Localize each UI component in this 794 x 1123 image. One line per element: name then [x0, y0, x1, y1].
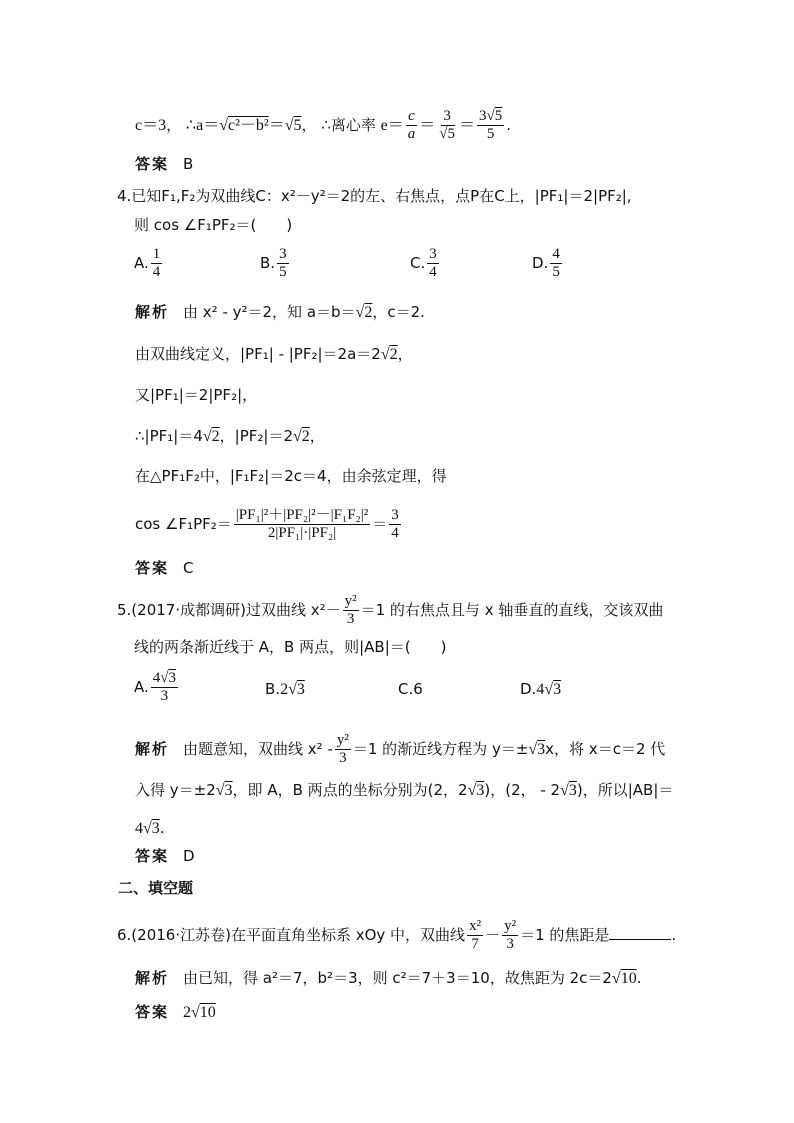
q4-cosine-formula: cos ∠F₁PF₂＝ $\frac{\text{|PF₁|²＋|PF₂|²－|F₁F₂|²}}{\text{2|PF₁|·|PF₂|}}$ ＝ $\frac{3}{4}$	[135, 507, 399, 541]
q4-option-b[interactable]: B. $\frac{3}{5}$	[260, 246, 287, 280]
q5-option-a[interactable]: A. $\frac{4√3}{3}$	[134, 670, 176, 704]
q4-option-c[interactable]: C. $\frac{3}{4}$	[410, 246, 437, 280]
q4-solution-line5: 在△PF₁F₂中，|F₁F₂|＝2c＝4，由余弦定理，得	[135, 467, 447, 485]
q3-answer: 答案 B	[135, 155, 194, 173]
sqrt-expr: √c²－b²	[219, 117, 269, 134]
cosine-fraction: $\frac{\text{|PF₁|²＋|PF₂|²－|F₁F₂|²}}{\text{2|PF₁|·|PF₂|}}$	[235, 507, 369, 541]
eccentricity-label: ∴离心率	[321, 116, 376, 134]
q5-option-d[interactable]: D.4√3	[520, 680, 562, 698]
q5-option-c[interactable]: C.6	[398, 680, 423, 698]
q5-solution-line2: 入得 y＝±2√3，即 A，B 两点的坐标分别为(2，2√3)，(2， - 2√3)，所以|AB|＝	[135, 781, 674, 799]
q5-option-b[interactable]: B.2√3	[265, 680, 305, 698]
fraction-c-over-a: $\frac{c}{a}$	[407, 108, 416, 142]
q6-solution: 解析 由已知，得 a²＝7，b²＝3，则 c²＝7＋3＝10，故焦距为 2c＝2√10.	[135, 969, 642, 987]
q6-stem: 6.(2016·江苏卷)在平面直角坐标系 xOy 中，双曲线 $\frac{\text{x²}}{7}$ － $\frac{\text{y²}}{3}$ ＝1 的焦距是 .	[117, 918, 677, 952]
q4-option-a[interactable]: A. $\frac{1}{4}$	[134, 246, 161, 280]
q5-answer: 答案 D	[135, 847, 195, 865]
a-expr: ∴a＝	[185, 117, 220, 134]
q5-stem-line1: 5.(2017·成都调研)过双曲线 x²－ $\frac{\text{y²}}{3}$ ＝1 的右焦点且与 x 轴垂直的直线，交该双曲	[117, 593, 664, 627]
q6-answer: 答案 2√10	[135, 1003, 216, 1021]
q4-option-d[interactable]: D. $\frac{4}{5}$	[532, 246, 560, 280]
fraction-3sqrt5-over-5: $\frac{3√5}{5}$	[478, 108, 503, 142]
q4-solution-line3: 又|PF₁|＝2|PF₂|，	[135, 386, 258, 404]
section-title: 二、填空题	[118, 879, 194, 897]
q4-solution-line1: 解析 由 x² - y²＝2，知 a＝b＝√2，c＝2.	[135, 303, 425, 321]
top-solution-line: c＝3， ∴a＝√c²－b²＝√5， ∴离心率 e＝ $\frac{c}{a}$ ＝ $\frac{3}{√5}$ ＝ $\frac{3√5}{5}$ .	[135, 108, 511, 142]
q4-solution-line4: ∴|PF₁|＝4√2，|PF₂|＝2√2，	[135, 427, 325, 445]
q5-stem-line2: 线的两条渐近线于 A，B 两点，则|AB|＝( )	[134, 638, 447, 656]
q4-stem-line1: 4.已知F₁,F₂为双曲线C：x²－y²＝2的左、右焦点，点P在C上，|PF₁|＝2|PF₂|,	[117, 187, 632, 205]
answer-blank[interactable]	[609, 925, 671, 940]
q4-stem-line2: 则 cos ∠F₁PF₂＝( )	[134, 216, 293, 234]
q5-solution-line3: 4√3.	[135, 819, 165, 837]
q4-answer: 答案 C	[135, 559, 194, 577]
c-value: c＝3	[135, 117, 167, 134]
q5-solution-line1: 解析 由题意知，双曲线 x² - $\frac{\text{y²}}{3}$ ＝1 的渐近线方程为 y＝±√3x，将 x＝c＝2 代	[135, 732, 666, 766]
sqrt-five: √5	[284, 117, 302, 134]
q4-solution-line2: 由双曲线定义，|PF₁| - |PF₂|＝2a＝2√2，	[135, 345, 413, 363]
fraction-3-over-sqrt5: $\frac{3}{√5}$	[439, 108, 455, 142]
